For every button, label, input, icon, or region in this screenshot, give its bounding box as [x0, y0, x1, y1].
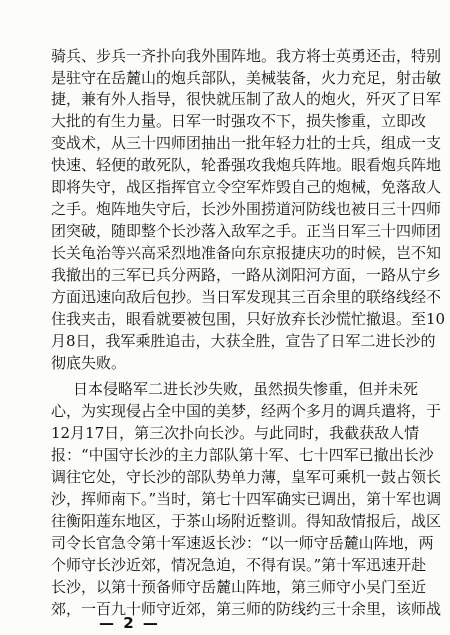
text-line: 之手。炮阵地失守后，长沙外围捞道河防线也被日三十四师	[51, 200, 442, 218]
text-line: 12月17日，第三次扑向长沙。与此同时，我截获敌人情	[51, 424, 420, 442]
text-line: 沙，挥师南下。”当时，第七十四军确实已调出，第十军也调	[51, 490, 442, 508]
text-line: 即将失守，战区指挥官立令空军炸毁自己的炮械，免落敌人	[51, 178, 442, 196]
text-line: 捷，兼有外人指导，很快就压制了敌人的炮火，歼灭了日军	[51, 90, 442, 108]
text-line: 月8日，我军乘胜追击，大获全胜，宣告了日军二进长沙的	[51, 332, 436, 350]
text-line: 心，为实现侵占全中国的美梦，经两个多月的调兵遣将，于	[51, 402, 442, 420]
text-line: 司令长官急令第十军速返长沙：“以一师守岳麓山阵地，两	[51, 534, 434, 552]
text-line: 变战术，从三十四师团抽出一批年轻力壮的士兵，组成一支	[51, 134, 442, 152]
text-line: 长关龟治等兴高采烈地准备向东京报捷庆功的时候，岂不知	[51, 244, 442, 262]
text-line: 往衡阳莲东地区，于茶山场附近整训。得知敌情报后，战区	[51, 512, 442, 530]
text-line: 郊，一百九十师守近郊，第三师的防线约三十余里，该师战	[51, 600, 442, 618]
text-line: 报：“中国守长沙的主力部队第十军、七十四军已撤出长沙	[51, 446, 434, 464]
text-line: 个师守长沙近郊，情况急迫，不得有误。”第十军迅速开赴	[51, 556, 427, 574]
text-line: 方面迅速向敌后包抄。当日军发现其三百余里的联络线经不	[51, 288, 442, 306]
text-line: 大批的有生力量。日军一时强攻不下，损失惨重，立即改	[51, 112, 427, 130]
text-line: 调往它处，守长沙的部队势单力薄，皇军可乘机一鼓占领长	[51, 468, 442, 486]
page-number: — 2 —	[99, 614, 160, 632]
text-line: 彻底失败。	[51, 354, 127, 372]
text-line: 长沙，以第十预备师守岳麓山阵地，第三师守小吴门至近	[51, 578, 427, 596]
text-line: 日本侵略军二进长沙失败，虽然损失惨重，但并未死	[73, 380, 419, 398]
text-line: 是驻守在岳麓山的炮兵部队，美械装备，火力充足，射击敏	[51, 69, 442, 87]
text-line: 我撤出的三军已兵分两路，一路从浏阳河方面，一路从宁乡	[51, 266, 442, 284]
text-line: 快速、轻便的敢死队，轮番强攻我炮兵阵地。眼看炮兵阵地	[51, 156, 442, 174]
text-line: 团突破，随即整个长沙落入敌军之手。正当日军三十四师团	[51, 222, 442, 240]
text-line: 骑兵、步兵一齐扑向我外围阵地。我方将士英勇还击，特别	[51, 47, 442, 65]
text-line: 住我夹击，眼看就要被包围，只好放弃长沙慌忙撤退。至10	[51, 310, 446, 328]
